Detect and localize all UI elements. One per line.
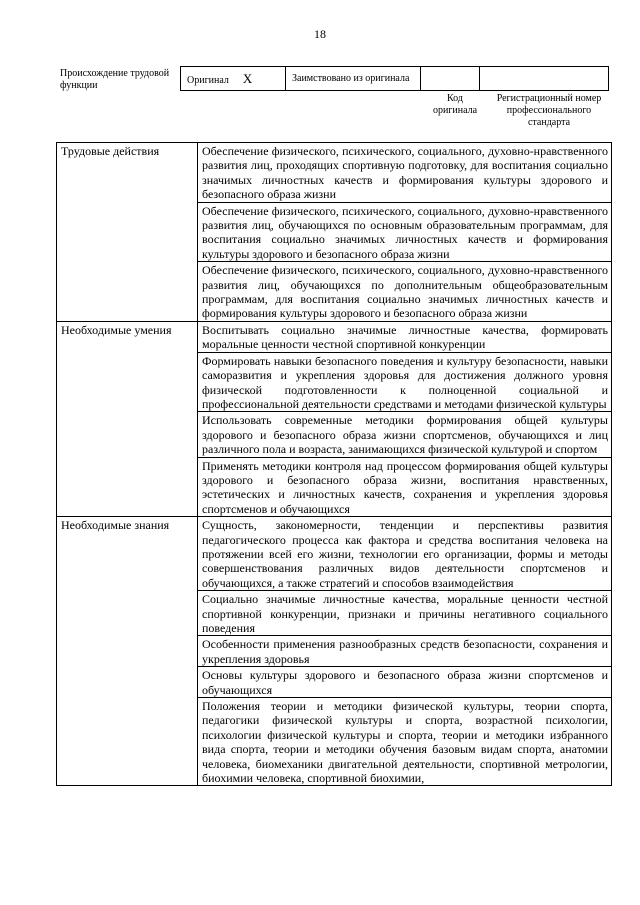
page-number: 18 <box>314 27 326 41</box>
row-item: Обеспечение физического, психического, социального, духовно-нравственного развития лиц, обучающихся по дополнительным общеобразовательным программам, для воспитания социально значимых личностных качеств и формирования культуры здорового и безопасного образа жизни <box>198 262 612 322</box>
original-cell <box>181 67 286 91</box>
row-item: Формировать навыки безопасного поведения и культуру безопасности, навыки саморазвития и укрепления здоровья для достижения должного уровня физической подготовленности к полноценной социальной и профессиональной деятельности средствами и методами физической культуры <box>198 352 612 412</box>
row-item: Основы культуры здорового и безопасного образа жизни спортсменов и обучающихся <box>198 667 612 698</box>
row-label: Необходимые знания <box>57 517 198 786</box>
row-item: Обеспечение физического, психического, социального, духовно-нравственного развития лиц, проходящих спортивную подготовку, для воспитания социально значимых личностных качеств и формирования культуры здорового и безопасного образа жизни <box>198 143 612 203</box>
code-cell <box>421 67 480 91</box>
row-item: Особенности применения разнообразных средств безопасности, сохранения и укрепления здоровья <box>198 636 612 667</box>
row-item: Применять методики контроля над процессом формирования общей культуры здорового и безопасного образа жизни, воспитания нравственных, эстетических и личностных качеств, сохранения и укрепления здоровья спортсменов и обучающихся <box>198 457 612 517</box>
reg-number-cell <box>480 67 609 91</box>
row-item: Использовать современные методики формирования общей культуры здорового и безопасного образа жизни спортсменов, обучающихся и лиц различного пола и возраста, занимающихся физической культурой и спортом <box>198 412 612 457</box>
labor-function-table <box>56 142 612 786</box>
table-row <box>57 143 612 203</box>
origin-table <box>180 66 609 91</box>
row-item: Положения теории и методики физической культуры, теории спорта, педагогики физической культуры и спорта, возрастной психологии, психологии физической культуры и спорта, теории и методики избранного вида спорта, теории и методики обучения базовым видам спорта, анатомии человека, биомеханики двигательной деятельности, спортивной метрологии, биохимии человека, спортивной биохимии, <box>198 698 612 786</box>
original-mark: X <box>242 70 253 86</box>
row-label: Трудовые действия <box>57 143 198 322</box>
borrowed-label: Заимствовано из оригинала <box>286 67 421 91</box>
table-row <box>57 321 612 352</box>
row-label: Необходимые умения <box>57 321 198 516</box>
row-item: Сущность, закономерности, тенденции и перспективы развития педагогического процесса как фактора и средства воспитания человека на протяжении всей его жизни, технологии его организации, формы и методы совершенствования различных видов деятельности спортсменов и обучающихся, а также стратегий и способов взаимодействия <box>198 517 612 591</box>
original-label: Оригинал <box>187 74 229 86</box>
code-caption: Код оригинала <box>432 93 478 116</box>
row-item: Обеспечение физического, психического, социального, духовно-нравственного развития лиц, обучающихся по основным образовательным программам, для воспитания социально значимых личностных качеств и формирования культуры здорового и безопасного образа жизни <box>198 202 612 262</box>
reg-number-caption: Регистрационный номер профессионального стандарта <box>496 93 602 128</box>
row-item: Воспитывать социально значимые личностные качества, формировать моральные ценности честной спортивной конкуренции <box>198 321 612 352</box>
table-row <box>57 517 612 591</box>
row-item: Социально значимые личностные качества, моральные ценности честной спортивной конкуренции, признаки и причины негативного социального поведения <box>198 591 612 636</box>
origin-label: Происхождение трудовой функции <box>60 68 170 91</box>
